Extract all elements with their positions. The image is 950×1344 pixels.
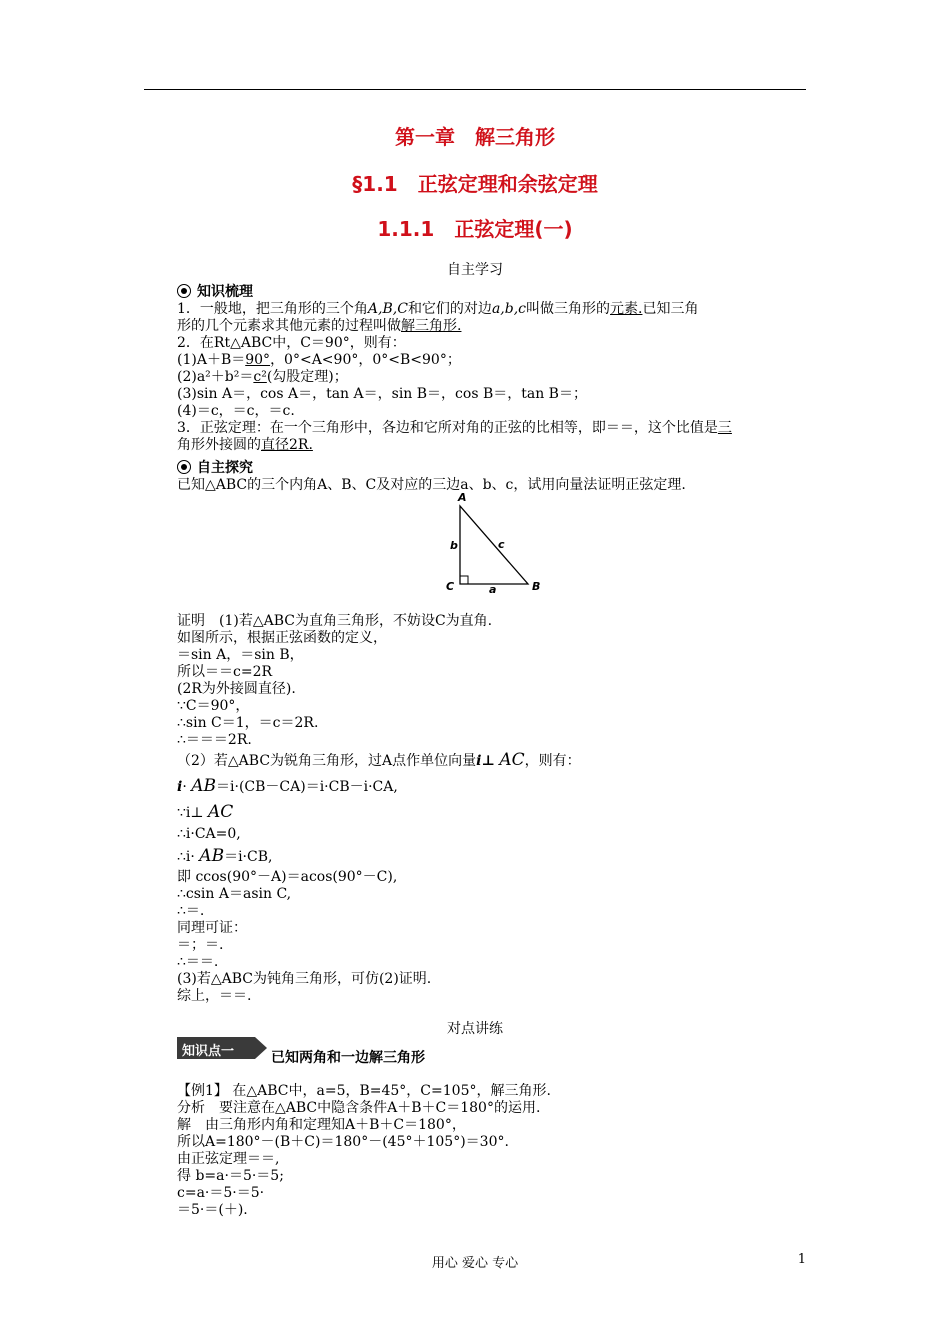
vector-i: i [177,779,183,795]
vector-ac: AC [499,750,525,770]
practice-heading: 对点讲练 [447,1021,503,1037]
text-line [177,352,461,369]
example-line: ＝5·＝(＋). [177,1202,248,1218]
proof-line: 即 ccos(90°－A)＝acos(90°－C), [177,869,398,885]
blank-answer: 三 [717,420,732,436]
text-span: (1)A＋B＝ [177,352,246,368]
blank-answer: 90° [245,352,271,368]
proof-line: ＝；＝. [177,937,224,953]
footer-text: 用心 爱心 专心 [431,1256,519,1271]
right-angle-mark [460,576,468,584]
text-span: (勾股定理)； [266,369,348,385]
explore-heading [177,457,253,477]
example-line: 得 b=a·＝5·＝5; [177,1168,284,1184]
self-study-heading: 自主学习 [447,262,503,278]
example-line: 由正弦定理＝＝, [177,1151,280,1167]
text-span: 1．一般地，把三角形的三个角 [177,301,368,317]
vector-i: i⊥ [476,753,495,769]
text-span: 已知三角 [642,301,699,317]
section-title: §1.1 正弦定理和余弦定理 [352,172,598,196]
blank-answer: 解三角形. [401,318,462,334]
text-span: 和它们的对边 [407,301,492,317]
bullet-icon [177,460,191,474]
text-span: ，0°<A<90°，0°<B<90°； [270,352,461,368]
proof-line: 同理可证： [177,920,247,936]
text-span: (2)a²＋b²＝ [177,369,254,385]
text-line: (3)sin A＝，cos A＝，tan A＝，sin B＝，cos B＝，tan B＝； [177,386,587,402]
proof-line: ∴＝＝＝2R. [177,732,252,748]
chapter-title: 第一章 解三角形 [395,125,555,149]
blank-answer: c² [253,369,267,385]
proof-line: 如图所示，根据正弦函数的定义， [177,630,387,646]
example-line: c=a·＝5·＝5· [177,1185,265,1201]
blank-answer: 元素. [610,301,643,317]
text-span: 3．正弦定理：在一个三角形中，各边和它所对角的正弦的比相等，即＝＝，这个比值是 [177,420,718,436]
vector-line [177,778,398,796]
text-line: (4)＝c，＝c，＝c. [177,403,295,419]
text-span: ，则有： [524,753,581,769]
right-triangle-figure [440,490,550,598]
vector-line [177,804,233,822]
proof-line: 证明 (1)若△ABC为直角三角形，不妨设C为直角. [177,613,493,629]
triangle-shape [460,506,528,584]
proof-line: ∴csin A＝asin C, [177,886,292,902]
vertex-b-label: B [532,580,541,593]
side-c-label: c [498,538,505,551]
explore-heading-label: 自主探究 [197,460,253,476]
subsection-title: 1.1.1 正弦定理(一) [377,217,573,241]
vector-ab: AB [191,776,217,796]
example-line: 分析 要注意在△ABC中隐含条件A＋B＋C＝180°的运用. [177,1100,541,1116]
proof-line: ∵C＝90°， [177,698,250,714]
text-line [177,420,732,437]
text-line [177,301,698,318]
explore-intro: 已知△ABC的三个内角A、B、C及对应的三边a、b、c，试用向量法证明正弦定理. [177,477,686,493]
blank-answer: 直径2R. [261,437,313,453]
top-rule [144,89,806,90]
knowledge-heading [177,281,253,301]
text-line: 2．在Rt△ABC中，C＝90°，则有： [177,335,406,351]
proof2-intro [177,752,581,770]
proof-line: ∴sin C＝1，＝c＝2R. [177,715,319,731]
text-span: （2）若△ABC为锐角三角形，过A点作单位向量 [177,753,477,769]
vector-line [177,848,272,866]
text-span: a,b,c [491,301,526,317]
text-span: 形的几个元素求其他元素的过程叫做 [177,318,401,334]
side-a-label: a [489,583,497,596]
example-line: 解 由三角形内角和定理知A＋B＋C＝180°， [177,1117,466,1133]
text-span: A,B,C [367,301,408,317]
proof-line: (3)若△ABC为钝角三角形，可仿(2)证明. [177,971,432,987]
page-number: 1 [797,1252,806,1267]
text-span: · [182,779,187,795]
proof-line: ∴＝. [177,903,205,919]
text-span: 叫做三角形的 [526,301,610,317]
proof-line: 所以＝＝c=2R [177,664,273,680]
vector-ac: AC [208,802,234,822]
text-span: ∵i⊥ [177,805,204,821]
text-span: 角形外接圆的 [177,437,261,453]
vector-line: ∴i·CA=0, [177,826,241,842]
text-span: ＝i·(CB－CA)＝i·CB－i·CA, [216,779,398,795]
proof-line: (2R为外接圆直径). [177,681,296,697]
text-line [177,369,348,386]
vector-ab: AB [199,846,225,866]
text-span: ∴i· [177,849,195,865]
bullet-icon [177,284,191,298]
proof-line: 综上，＝＝. [177,988,252,1004]
side-b-label: b [450,539,458,552]
text-line [177,318,461,335]
knowledge-point-label: 知识点一 [182,1044,235,1059]
text-span: ＝i·CB, [224,849,273,865]
vertex-a-label: A [458,491,467,504]
proof-line: ＝sin A，＝sin B， [177,647,304,663]
proof-line: ∴＝＝. [177,954,219,970]
knowledge-heading-label: 知识梳理 [197,284,253,300]
vertex-c-label: C [446,580,455,593]
text-line [177,437,313,454]
example-line: 【例1】 在△ABC中，a=5，B=45°，C=105°，解三角形. [177,1083,551,1099]
example-line: 所以A=180°－(B＋C)＝180°－(45°＋105°)＝30°. [177,1134,509,1150]
knowledge-point-title: 已知两角和一边解三角形 [271,1050,425,1066]
